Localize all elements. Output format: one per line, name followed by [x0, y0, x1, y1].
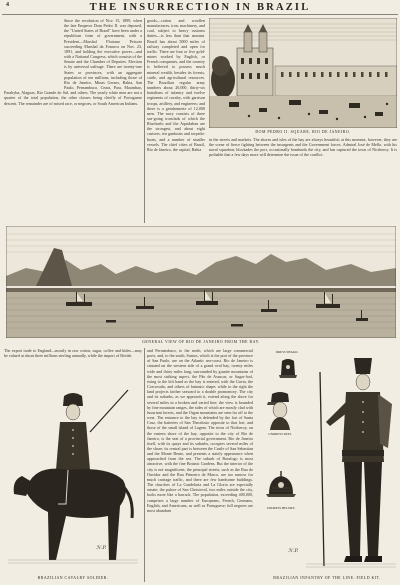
- portrait-wrap-space: [4, 18, 64, 90]
- header-rule: [2, 14, 398, 15]
- article-column-3: [209, 137, 397, 173]
- helmet-label: UNDRESS HELMET.: [266, 506, 296, 510]
- infantry-engraving: [306, 352, 396, 574]
- artist-signature-1: ℋ.P.: [96, 545, 107, 551]
- dress-shako-illustration: [276, 355, 300, 381]
- cavalry-engraving: [8, 384, 138, 570]
- article-column-1: [4, 18, 142, 223]
- dress-cap-label: DRESS SHAKO.: [275, 350, 299, 354]
- article-text-col2: goods—cotton and woollen manufactures, iron, machinery, and coal, subject to heavy customs duties—is less than that amount. Brazil has about 5000 miles of railway completed and open for traffic. There are four or five gold-mines worked by English, or French companies, and the country is believed to possess much mineral wealth, besides its forests, cattle, and agricultural resources. The Brazilian regular army numbers about 20,000, thirty-six battalions of infantry and twelve regiments of cavalry, with garrison troops, artillery, and engineers; and there is a gendarmerie of 12,000 men. The navy consists of three sea-going ironclads of which the Riachuelo and the Aquidaban are the strongest, and about eight cruisers, ten gunboats and torpedo-boats, and a number of smaller vessels. The chief cities of Brazil, Rio de Janeiro, the capital, Bahia: [147, 18, 205, 152]
- square-caption: DOM PEDRO II. SQUARE, RIO DE JANEIRO.: [255, 130, 351, 134]
- article-column-2: [147, 18, 205, 223]
- article-text-col3: in the streets and markets. The shores and isles of the bay are always beautiful; at this moment, however, they are the scene of fierce fighting between the insurgents and the Government forces. Admiral José de Mello, with his naval squadron, blockades the port, occasionally bombards the city, and has captured the town of Nictheroy. It is probable that a few days more will determine the issue of the conflict.: [209, 137, 397, 158]
- article-text-intro: Since the revolution of Nov. 15, 1889, when the late Emperor Dom Pedro II. was deposed, the "United States of Brazil" have been under a republican form of government, with a President—Marshal Floriano Peixoto succeeding Marshal da Fonseca on Nov. 23, 1891, and holding the executive power—and with a National Congress, which consists of the Senate and the Chamber of Deputies. Election is by universal suffrage. There are twenty-one States or provinces, with an aggregate population of ten millions, including those of Rio de Janeiro, Minas Geraes, Bahia, San Paulo, Pernambuco, Ceara, Para, Maranhao, Parahyba, Alagoas, Rio Grande do Sul, and others. The yearly white men are not a quarter of the total population, the other classes being chiefly of Portuguese descent. The remainder are of mixed race, or negroes, or South American Indians.: [4, 18, 142, 106]
- page-title: [0, 2, 400, 13]
- kepi-head-engraving: [262, 390, 298, 430]
- kepi-head-illustration: [262, 390, 298, 430]
- harbour-caption: GENERAL VIEW OF RIO DE JANEIRO FROM THE BAY.: [142, 340, 260, 344]
- column-rule-2: [144, 348, 145, 582]
- square-engraving: [209, 18, 397, 128]
- article-text-lower-col2: and Pernambuco, to the north, which are large commercial ports, and, to the south, Santos, which is the port of the province of San Paulo, are on the Atlantic sea-coast. Rio de Janeiro is situated on the western side of a grand oval bay, twenty miles wide and thirty miles long, surrounded by granite mountains of the most striking aspect, the Pão de Assucar, or Sugar-loaf, rising to the left hand as the bay is entered, with the Gavia, the Corcovado, and others of fantastic shape; while to the right the land projects farther seaward to a double promontory. The city and its suburbs, as we approach it, extend along the shore for several miles in a broken and varied line; the view is bounded by fine mountain ranges, the sides of which are mostly clad with luxuriant forests, and the Organ mountains are seen far off to the west. The entrance to the bay is defended by the fort of Santa Cruz, the batteries of San Theodosio opposite to that fort, and those of the small island of Lagem. The town of Nictheroy, on the eastern shore of the bay, opposite to the city of Rio de Janeiro, is the seat of a provincial government. Rio de Janeiro itself, with its quays and its suburbs, occupies several miles of the shore; its central part is between the Castle of San Sebastian and the Monte Bento, and presents a stately appearance when approached from the sea. The suburb of Botafogo is most attractive, with the fine Botanic Gardens. But the interior of the city is not magnificent; the principal streets, such as the Rua do Ouvidor and the Rua Primeiro de Marco, are too narrow for much carriage traffic, and there are few handsome buildings. The churches of La Candelaria and La Gloria are especially ornate; the palace of San Christoval, two miles outside the city, looks more like a barrack. The population, exceeding 400,000, comprises a large number of Europeans, French, Germans, English, and Americans, as well as Portuguese; full negroes are most abundant: [147, 348, 253, 513]
- helmet-engraving: [264, 470, 298, 504]
- infantry-illustration: [306, 352, 396, 574]
- headline-text: THE INSURRECTION IN BRAZIL: [89, 2, 311, 13]
- infantry-caption: BRAZILIAN INFANTRY OF THE LINE: FIELD KIT.: [273, 576, 381, 580]
- kepi-label: UNDRESS KEPI.: [268, 432, 292, 436]
- cavalry-caption: BRAZILIAN CAVALRY SOLDIER.: [37, 576, 109, 580]
- article-text-lower-col1: The export trade to England—mostly in raw cotton, sugar, coffee and hides—may be valued at about three millions sterling annually, while the import of British: [4, 348, 142, 359]
- square-illustration: [209, 18, 397, 128]
- lower-column-2: [147, 348, 253, 582]
- column-rule-1: [144, 18, 145, 223]
- page-number: 4: [6, 2, 9, 8]
- artist-signature-2: ℋ.P.: [288, 548, 299, 554]
- helmet-illustration: [264, 470, 298, 504]
- harbour-engraving: [6, 226, 396, 338]
- harbour-illustration: [6, 226, 396, 338]
- cavalry-illustration: [8, 384, 138, 570]
- lower-column-1: [4, 348, 142, 378]
- dress-shako-engraving: [276, 355, 300, 381]
